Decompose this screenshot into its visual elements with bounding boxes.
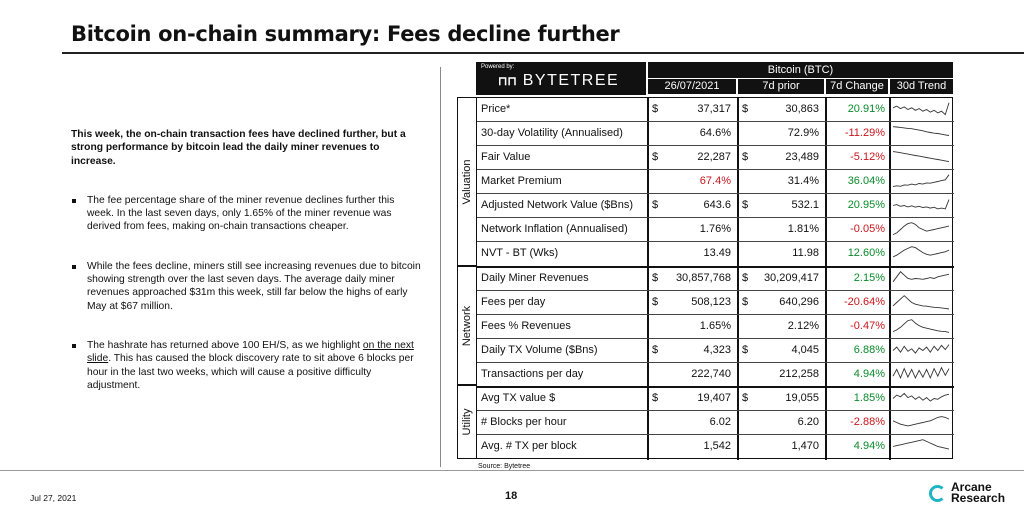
section-label: Valuation: [461, 158, 473, 205]
col-header-change: 7d Change: [826, 79, 888, 94]
table-row: [477, 122, 954, 145]
cell-value: 30,209,417: [763, 272, 819, 284]
sparkline-path: [893, 200, 949, 209]
footer-date: Jul 27, 2021: [30, 493, 77, 503]
trend-sparkline: [891, 340, 951, 361]
bullet-icon: [72, 265, 76, 269]
cell-value: 1.65%: [699, 320, 731, 332]
cell-prior: [739, 291, 823, 314]
sparkline-path: [893, 296, 949, 309]
bytetree-logo-text: BYTETREE: [522, 72, 620, 89]
sparkline-path: [893, 223, 949, 235]
cell-prior: [739, 242, 823, 265]
table-row: [477, 363, 954, 386]
cell-current: [649, 170, 735, 193]
lead-paragraph: This week, the on-chain transaction fees have declined further, but a strong performance by bitcoin lead the daily miner revenues to increase.: [71, 129, 406, 167]
bytetree-header: [476, 62, 646, 95]
cell-current: [649, 411, 735, 434]
bullet-text: While the fees decline, miners still see increasing revenues due to bitcoin showing strength over the last seven days. The average daily miner revenues approached $31m this week, still far below the highs of early May at $67 million.: [87, 260, 421, 312]
cell-value: 4,323: [703, 344, 731, 356]
cell-value: 1,470: [791, 440, 819, 452]
cell-value: 67.4%: [699, 175, 731, 187]
change-value: 20.91%: [847, 103, 885, 115]
brand-line-1: Arcane: [951, 480, 992, 494]
table-row: [477, 387, 954, 410]
change-value: 4.94%: [853, 440, 885, 452]
cell-value: 640,296: [779, 296, 819, 308]
cell-change: [827, 339, 889, 362]
cell-value: 508,123: [691, 296, 731, 308]
change-value: 1.85%: [853, 392, 885, 404]
currency-sign: $: [742, 344, 749, 356]
brand-name: [951, 482, 1005, 504]
page-number: 18: [505, 490, 518, 502]
sparkline-path: [893, 320, 949, 333]
cell-prior: [739, 339, 823, 362]
cell-change: [827, 387, 889, 410]
trend-sparkline: [891, 147, 951, 168]
cell-value: 72.9%: [787, 127, 819, 139]
slide-title: Bitcoin on-chain summary: Fees decline further: [71, 22, 620, 46]
section-label: Network: [461, 305, 473, 346]
cell-prior: [739, 435, 823, 458]
cell-prior: [739, 98, 823, 121]
cell-value: 11.98: [792, 247, 819, 259]
cell-change: [827, 363, 889, 386]
currency-sign: $: [652, 296, 659, 308]
currency-sign: $: [742, 151, 749, 163]
col-header-prior: 7d prior: [738, 79, 824, 94]
arcane-ring-icon: [929, 485, 946, 502]
cell-change: [827, 435, 889, 458]
cell-value: 64.6%: [699, 127, 731, 139]
currency-sign: $: [742, 392, 749, 404]
bullet-fees: [71, 194, 421, 234]
sparkline-path: [893, 417, 949, 426]
cell-change: [827, 194, 889, 217]
row-label: Fair Value: [481, 151, 531, 163]
commentary-panel: [71, 128, 421, 418]
trend-sparkline: [891, 436, 951, 457]
table-row: [477, 146, 954, 169]
cell-value: 212,258: [779, 368, 819, 380]
currency-sign: $: [652, 392, 659, 404]
cell-value: 19,407: [697, 392, 731, 404]
currency-sign: $: [742, 272, 749, 284]
row-label: Fees % Revenues: [481, 320, 571, 332]
change-value: 4.94%: [853, 368, 885, 380]
sparkline-path: [893, 368, 949, 378]
sparkline-path: [893, 175, 949, 187]
change-value: 20.95%: [847, 199, 885, 211]
trend-sparkline: [891, 219, 951, 240]
row-label: Daily TX Volume ($Bns): [481, 344, 598, 356]
col-header-date: 26/07/2021: [648, 79, 736, 94]
table-row: [477, 267, 954, 290]
cell-value: 4,045: [791, 344, 819, 356]
trend-sparkline: [891, 99, 951, 120]
row-label: Market Premium: [481, 175, 562, 187]
currency-sign: $: [652, 103, 659, 115]
row-label: Network Inflation (Annualised): [481, 223, 628, 235]
table-row: [477, 411, 954, 434]
row-label: 30-day Volatility (Annualised): [481, 127, 623, 139]
currency-sign: $: [742, 296, 749, 308]
cell-current: [649, 363, 735, 386]
bytetree-mark-icon: ⊓⊓: [498, 74, 517, 88]
cell-current: [649, 291, 735, 314]
col-header-trend: 30d Trend: [890, 79, 953, 94]
cell-change: [827, 411, 889, 434]
bullet-icon: [72, 199, 76, 203]
change-value: 12.60%: [847, 247, 885, 259]
change-value: -11.29%: [844, 127, 885, 139]
section-valuation: [457, 97, 476, 266]
cell-prior: [739, 411, 823, 434]
cell-change: [827, 315, 889, 338]
cell-current: [649, 267, 735, 290]
cell-value: 19,055: [785, 392, 819, 404]
cell-value: 532.1: [791, 199, 819, 211]
cell-current: [649, 315, 735, 338]
bullet-icon: [72, 344, 76, 348]
section-label: Utility: [461, 408, 473, 436]
metrics-table: [476, 97, 953, 459]
trend-sparkline: [891, 292, 951, 313]
cell-prior: [739, 122, 823, 145]
cell-change: [827, 267, 889, 290]
change-value: 36.04%: [847, 175, 885, 187]
sparkline-path: [893, 393, 949, 401]
cell-prior: [739, 315, 823, 338]
table-row: [477, 170, 954, 193]
cell-value: 1,542: [703, 440, 731, 452]
cell-value: 222,740: [691, 368, 731, 380]
change-value: -5.12%: [850, 151, 885, 163]
table-row: [477, 98, 954, 121]
cell-change: [827, 291, 889, 314]
bullet-text: The hashrate has returned above 100 EH/S, as we highlight: [87, 339, 363, 351]
cell-change: [827, 170, 889, 193]
bullet-hashrate: [71, 339, 421, 392]
currency-sign: $: [652, 199, 659, 211]
cell-current: [649, 435, 735, 458]
section-utility: [457, 385, 476, 459]
cell-value: 37,317: [697, 103, 731, 115]
sparkline-path: [893, 127, 949, 136]
cell-prior: [739, 267, 823, 290]
table-row: [477, 435, 954, 458]
table-row: [477, 315, 954, 338]
cell-current: [649, 339, 735, 362]
trend-sparkline: [891, 316, 951, 337]
row-label: Transactions per day: [481, 368, 584, 380]
trend-sparkline: [891, 364, 951, 385]
currency-sign: $: [652, 272, 659, 284]
cell-current: [649, 122, 735, 145]
change-value: -0.05%: [850, 223, 885, 235]
row-label: # Blocks per hour: [481, 416, 567, 428]
change-value: -2.88%: [850, 416, 885, 428]
cell-value: 22,287: [697, 151, 731, 163]
sparkline-path: [893, 345, 949, 354]
cell-prior: [739, 218, 823, 241]
table-row: [477, 194, 954, 217]
trend-sparkline: [891, 171, 951, 192]
row-label: Avg. # TX per block: [481, 440, 577, 452]
cell-current: [649, 98, 735, 121]
cell-change: [827, 98, 889, 121]
trend-sparkline: [891, 123, 951, 144]
cell-current: [649, 387, 735, 410]
sparkline-path: [893, 103, 949, 115]
bullet-text: . This has caused the block discovery rate to sit above 6 blocks per hour in the last two weeks, which will cause a positive difficulty adjustment.: [87, 353, 414, 391]
cell-value: 23,489: [785, 151, 819, 163]
sparkline-path: [893, 247, 949, 257]
cell-current: [649, 242, 735, 265]
cell-value: 1.76%: [699, 223, 731, 235]
cell-prior: [739, 387, 823, 410]
row-label: NVT - BT (Wks): [481, 247, 559, 259]
change-value: 2.15%: [853, 272, 885, 284]
row-label: Price*: [481, 103, 511, 115]
row-label: Adjusted Network Value ($Bns): [481, 199, 634, 211]
powered-by-label: Powered by:: [481, 64, 515, 70]
change-value: -0.47%: [850, 320, 885, 332]
trend-sparkline: [891, 243, 951, 264]
cell-value: 31.4%: [787, 175, 819, 187]
cell-prior: [739, 146, 823, 169]
cell-prior: [739, 170, 823, 193]
cell-value: 30,863: [785, 103, 819, 115]
table-row: [477, 242, 954, 265]
next-slide-link[interactable]: on the next slide: [87, 339, 414, 365]
footer-divider: [0, 470, 1024, 471]
table-row: [477, 339, 954, 362]
cell-change: [827, 122, 889, 145]
table-row: [477, 218, 954, 241]
bullet-miner-revenue: [71, 260, 421, 313]
cell-value: 643.6: [703, 199, 731, 211]
change-value: 6.88%: [853, 344, 885, 356]
arcane-logo: [929, 482, 1005, 504]
cell-change: [827, 218, 889, 241]
cell-value: 6.20: [797, 416, 819, 428]
currency-sign: $: [652, 151, 659, 163]
row-label: Daily Miner Revenues: [481, 272, 589, 284]
bullet-text: The fee percentage share of the miner revenue declines further this week. In the last seven days, only 1.65% of the miner revenue was derived from fees, making on-chain transactions cheaper.: [87, 194, 395, 233]
cell-current: [649, 194, 735, 217]
brand-line-2: Research: [951, 491, 1006, 505]
bytetree-logo: [498, 72, 619, 90]
row-label: Avg TX value $: [481, 392, 556, 404]
sparkline-path: [893, 152, 949, 162]
cell-value: 2.12%: [787, 320, 819, 332]
sparkline-path: [893, 272, 949, 282]
cell-value: 6.02: [709, 416, 731, 428]
cell-value: 1.81%: [787, 223, 819, 235]
trend-sparkline: [891, 268, 951, 289]
asset-header: Bitcoin (BTC): [648, 62, 953, 78]
currency-sign: $: [742, 103, 749, 115]
trend-sparkline: [891, 195, 951, 216]
cell-current: [649, 218, 735, 241]
change-value: -20.64%: [844, 296, 885, 308]
cell-current: [649, 146, 735, 169]
sparkline-path: [893, 440, 949, 449]
row-label: Fees per day: [481, 296, 546, 308]
column-divider: [440, 67, 441, 467]
trend-sparkline: [891, 412, 951, 433]
cell-change: [827, 242, 889, 265]
section-network: [457, 266, 476, 385]
source-note: Source: Bytetree: [478, 463, 531, 470]
trend-sparkline: [891, 388, 951, 409]
currency-sign: $: [742, 199, 749, 211]
cell-prior: [739, 194, 823, 217]
cell-change: [827, 146, 889, 169]
currency-sign: $: [652, 344, 659, 356]
title-divider: [62, 52, 1024, 54]
table-row: [477, 291, 954, 314]
cell-value: 30,857,768: [675, 272, 731, 284]
cell-value: 13.49: [703, 247, 731, 259]
cell-prior: [739, 363, 823, 386]
